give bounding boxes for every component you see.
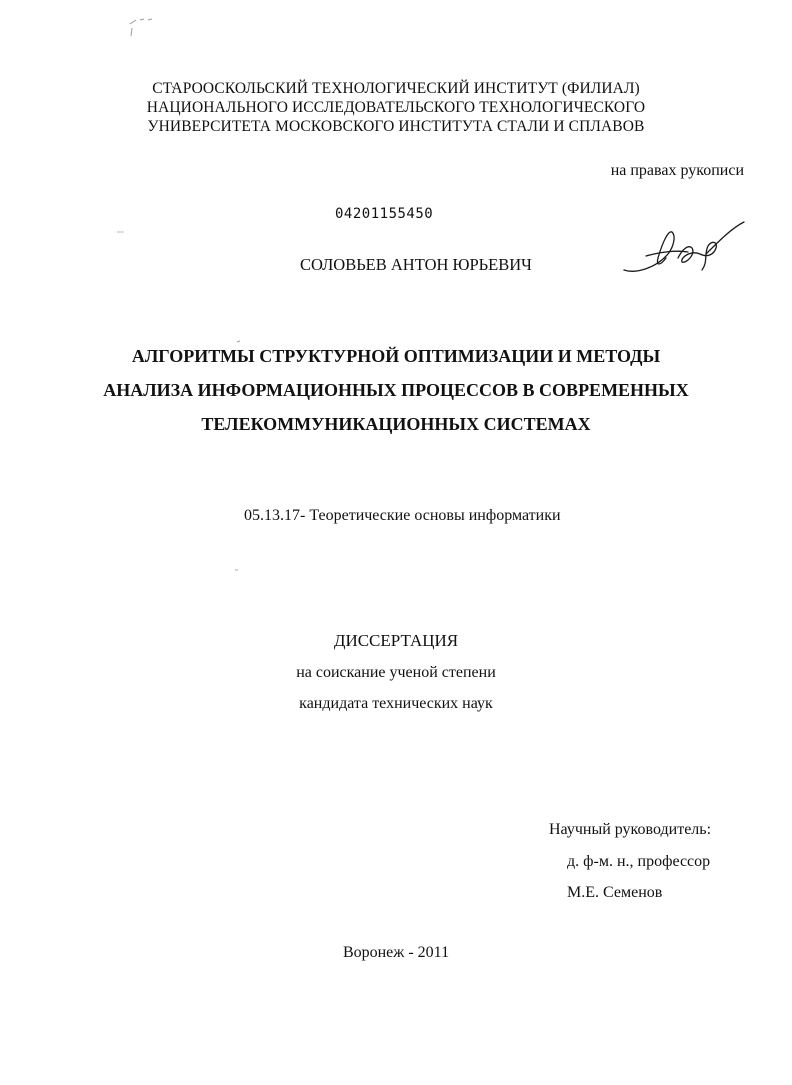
degree-line-1: на соискание ученой степени	[296, 664, 496, 681]
author-signature	[616, 214, 748, 278]
supervisor-name: М.Е. Семенов	[567, 884, 663, 901]
dissertation-title-line-3: ТЕЛЕКОММУНИКАЦИОННЫХ СИСТЕМАХ	[201, 414, 591, 434]
dissertation-title-line-1: АЛГОРИТМЫ СТРУКТУРНОЙ ОПТИМИЗАЦИИ И МЕТОДЫ	[131, 346, 661, 366]
institute-line-2: НАЦИОНАЛЬНОГО ИССЛЕДОВАТЕЛЬСКОГО ТЕХНОЛОГИЧЕСКОГО	[146, 99, 646, 116]
document-type-heading: ДИССЕРТАЦИЯ	[333, 631, 459, 650]
supervisor-degree: д. ф-м. н., профессор	[567, 853, 711, 870]
specialty-code: 05.13.17- Теоретические основы информатики	[244, 507, 561, 524]
degree-line-2: кандидата технических наук	[299, 695, 493, 712]
manuscript-rights-note: на правах рукописи	[610, 162, 744, 179]
scan-mark-left	[116, 230, 126, 234]
institute-line-1: СТАРООСКОЛЬСКИЙ ТЕХНОЛОГИЧЕСКИЙ ИНСТИТУТ (ФИЛИАЛ)	[152, 80, 640, 97]
institute-line-3: УНИВЕРСИТЕТА МОСКОВСКОГО ИНСТИТУТА СТАЛИ И СПЛАВОВ	[147, 118, 645, 135]
registration-code: 04201155450	[335, 206, 434, 222]
scan-mark-dot-2	[234, 568, 240, 572]
scan-mark-top-left	[126, 14, 160, 40]
city-year: Воронеж - 2011	[342, 944, 450, 961]
author-name: СОЛОВЬЕВ АНТОН ЮРЬЕВИЧ	[300, 255, 532, 274]
dissertation-title-line-2: АНАЛИЗА ИНФОРМАЦИОННЫХ ПРОЦЕССОВ В СОВРЕМЕННЫХ	[103, 380, 689, 400]
supervisor-label: Научный руководитель:	[549, 821, 712, 838]
